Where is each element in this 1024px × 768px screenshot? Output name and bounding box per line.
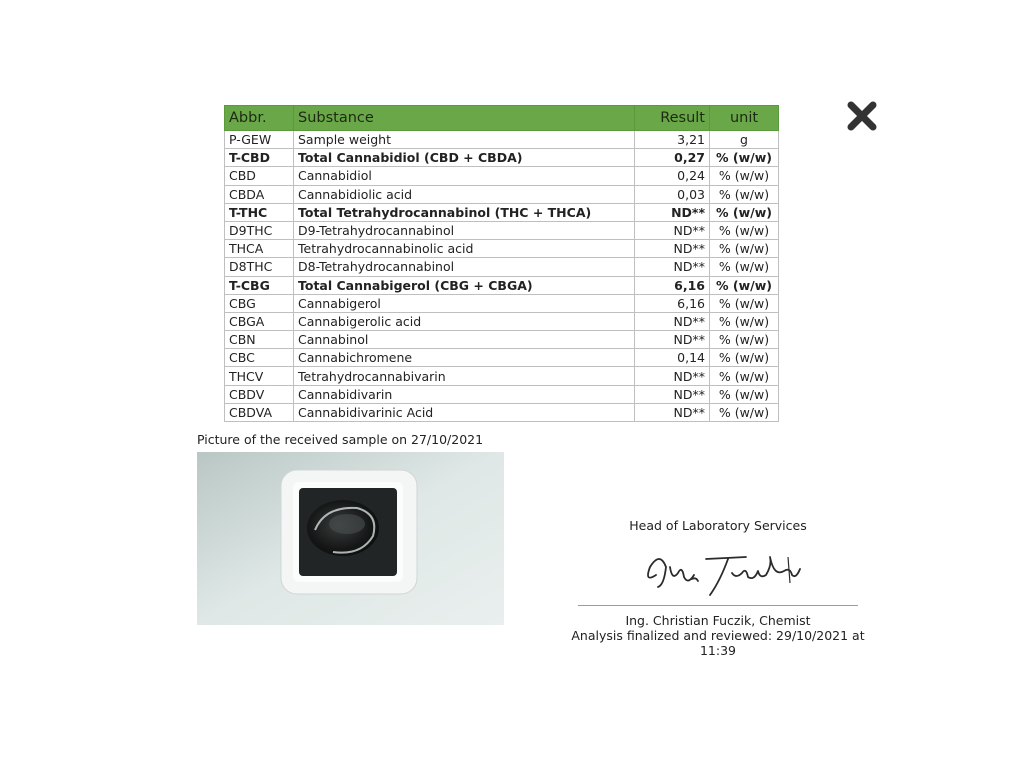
abbr-cell: THCV	[225, 367, 294, 385]
table-row	[225, 240, 779, 258]
result-cell: 0,24	[635, 167, 710, 185]
table-row	[225, 294, 779, 312]
unit-cell: % (w/w)	[710, 276, 779, 294]
table-row	[225, 403, 779, 421]
result-cell: 0,14	[635, 349, 710, 367]
unit-cell: % (w/w)	[710, 149, 779, 167]
table-row	[225, 149, 779, 167]
unit-cell: % (w/w)	[710, 203, 779, 221]
table-row	[225, 276, 779, 294]
result-cell: ND**	[635, 240, 710, 258]
result-cell: 6,16	[635, 294, 710, 312]
abbr-cell: CBG	[225, 294, 294, 312]
abbr-cell: CBDVA	[225, 403, 294, 421]
close-icon	[844, 98, 880, 134]
signature-line	[578, 605, 858, 606]
result-cell: ND**	[635, 221, 710, 239]
result-cell: ND**	[635, 258, 710, 276]
unit-cell: % (w/w)	[710, 367, 779, 385]
abbr-cell: CBDV	[225, 385, 294, 403]
column-header-substance: Substance	[294, 106, 635, 131]
unit-cell: % (w/w)	[710, 185, 779, 203]
signature-heading: Head of Laboratory Services	[629, 518, 807, 533]
result-cell: ND**	[635, 385, 710, 403]
substance-cell: Total Cannabidiol (CBD + CBDA)	[294, 149, 635, 167]
table-row	[225, 385, 779, 403]
signatory-name: Ing. Christian Fuczik, Chemist	[625, 613, 811, 628]
unit-cell: % (w/w)	[710, 385, 779, 403]
table-row	[225, 203, 779, 221]
substance-cell: Cannabidivarin	[294, 385, 635, 403]
table-row	[225, 312, 779, 330]
abbr-cell: CBDA	[225, 185, 294, 203]
unit-cell: % (w/w)	[710, 312, 779, 330]
result-cell: ND**	[635, 367, 710, 385]
column-header-abbr: Abbr.	[225, 106, 294, 131]
table-row	[225, 221, 779, 239]
abbr-cell: CBD	[225, 167, 294, 185]
unit-cell: % (w/w)	[710, 331, 779, 349]
unit-cell: % (w/w)	[710, 240, 779, 258]
substance-cell: D9-Tetrahydrocannabinol	[294, 221, 635, 239]
table-row	[225, 167, 779, 185]
result-cell: 3,21	[635, 131, 710, 149]
result-cell: 0,27	[635, 149, 710, 167]
substance-cell: Total Tetrahydrocannabinol (THC + THCA)	[294, 203, 635, 221]
handwritten-signature	[560, 537, 876, 599]
substance-cell: Cannabinol	[294, 331, 635, 349]
unit-cell: % (w/w)	[710, 403, 779, 421]
close-button[interactable]	[844, 98, 880, 134]
substance-cell: D8-Tetrahydrocannabinol	[294, 258, 635, 276]
result-cell: ND**	[635, 403, 710, 421]
result-cell: ND**	[635, 312, 710, 330]
results-body	[225, 131, 779, 422]
substance-cell: Cannabichromene	[294, 349, 635, 367]
column-header-result: Result	[635, 106, 710, 131]
abbr-cell: D8THC	[225, 258, 294, 276]
abbr-cell: CBC	[225, 349, 294, 367]
analysis-finalized: Analysis finalized and reviewed: 29/10/2021 at 11:39	[571, 628, 865, 658]
column-header-unit: unit	[710, 106, 779, 131]
signature-block	[560, 518, 876, 658]
abbr-cell: CBN	[225, 331, 294, 349]
substance-cell: Cannabidiol	[294, 167, 635, 185]
abbr-cell: THCA	[225, 240, 294, 258]
table-row	[225, 331, 779, 349]
substance-cell: Sample weight	[294, 131, 635, 149]
sample-picture-caption: Picture of the received sample on 27/10/2021	[197, 432, 484, 447]
result-cell: ND**	[635, 203, 710, 221]
table-row	[225, 367, 779, 385]
substance-cell: Tetrahydrocannabivarin	[294, 367, 635, 385]
result-cell: 6,16	[635, 276, 710, 294]
abbr-cell: D9THC	[225, 221, 294, 239]
unit-cell: % (w/w)	[710, 221, 779, 239]
results-table	[224, 105, 779, 422]
abbr-cell: T-THC	[225, 203, 294, 221]
abbr-cell: P-GEW	[225, 131, 294, 149]
substance-cell: Cannabigerol	[294, 294, 635, 312]
unit-cell: % (w/w)	[710, 294, 779, 312]
substance-cell: Cannabidivarinic Acid	[294, 403, 635, 421]
sample-photo	[197, 452, 504, 625]
table-header-row	[225, 106, 779, 131]
substance-cell: Cannabidiolic acid	[294, 185, 635, 203]
unit-cell: % (w/w)	[710, 349, 779, 367]
abbr-cell: T-CBG	[225, 276, 294, 294]
substance-cell: Total Cannabigerol (CBG + CBGA)	[294, 276, 635, 294]
abbr-cell: CBGA	[225, 312, 294, 330]
table-row	[225, 185, 779, 203]
abbr-cell: T-CBD	[225, 149, 294, 167]
substance-cell: Cannabigerolic acid	[294, 312, 635, 330]
table-row	[225, 349, 779, 367]
result-cell: ND**	[635, 331, 710, 349]
table-row	[225, 131, 779, 149]
table-row	[225, 258, 779, 276]
unit-cell: % (w/w)	[710, 258, 779, 276]
substance-cell: Tetrahydrocannabinolic acid	[294, 240, 635, 258]
unit-cell: % (w/w)	[710, 167, 779, 185]
result-cell: 0,03	[635, 185, 710, 203]
unit-cell: g	[710, 131, 779, 149]
